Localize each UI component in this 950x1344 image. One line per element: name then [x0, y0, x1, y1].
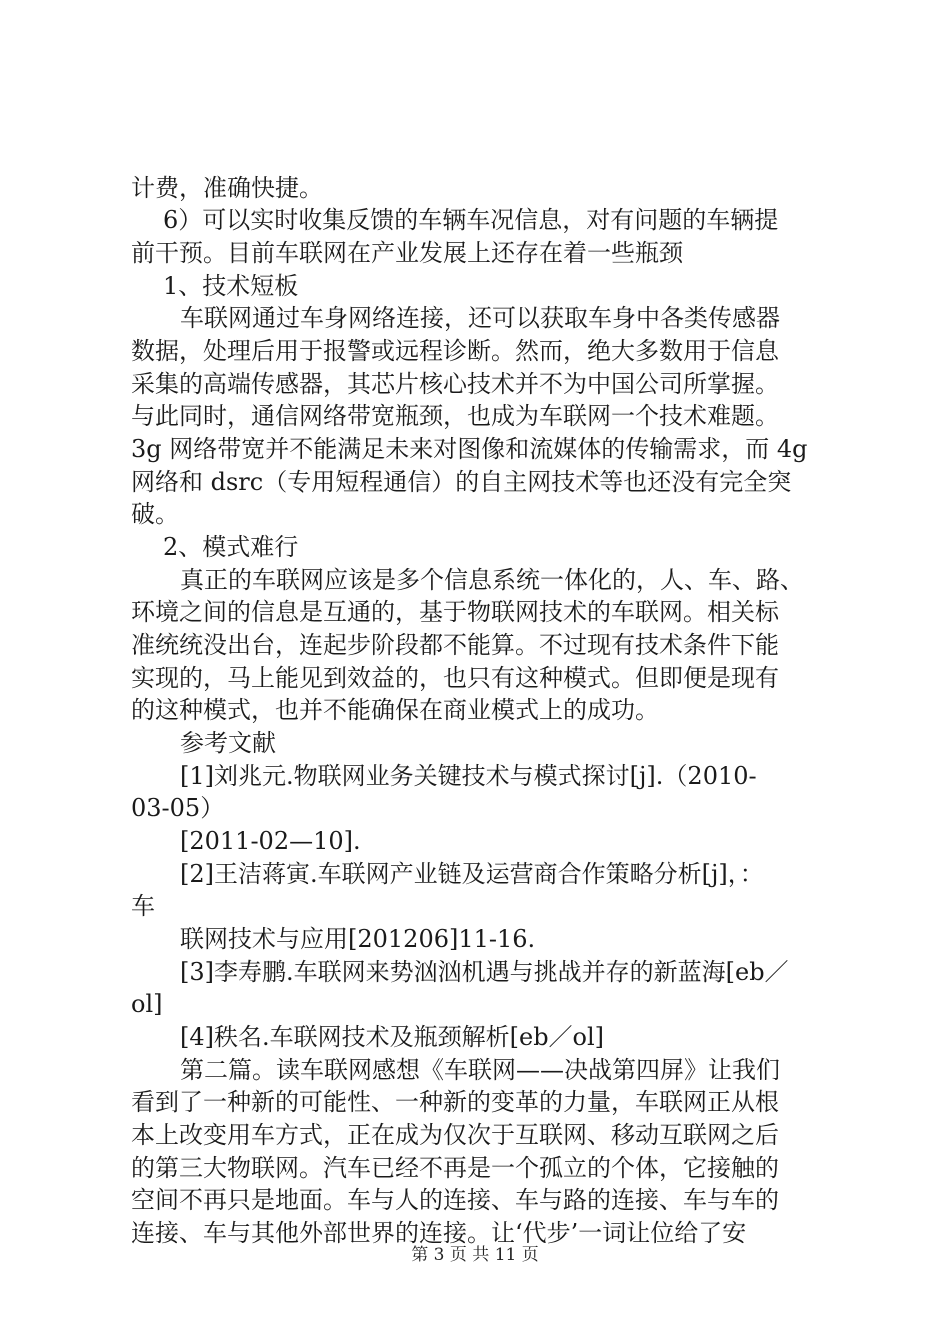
body-line: 6）可以实时收集反馈的车辆车况信息，对有问题的车辆提 [163, 206, 779, 234]
body-line: 的第三大物联网。汽车已经不再是一个孤立的个体，它接触的 [131, 1154, 779, 1182]
section-heading: 1、技术短板 [163, 272, 299, 300]
reference-line: 联网技术与应用[201206]11-16. [180, 925, 536, 953]
reference-line: 车 [131, 892, 155, 920]
body-line: 真正的车联网应该是多个信息系统一体化的，人、车、路、 [180, 566, 804, 594]
section-heading: 2、模式难行 [163, 533, 299, 561]
body-line: 连接、车与其他外部世界的连接。让‘代步’一词让位给了安 [131, 1219, 747, 1247]
body-line: 本上改变用车方式，正在成为仅次于互联网、移动互联网之后 [131, 1121, 779, 1149]
body-line: 车联网通过车身网络连接，还可以获取车身中各类传感器 [180, 304, 780, 332]
body-line: 准统统没出台，连起步阶段都不能算。不过现有技术条件下能 [131, 631, 779, 659]
body-line: 前干预。目前车联网在产业发展上还存在着一些瓶颈 [131, 239, 683, 267]
body-line: 3g 网络带宽并不能满足未来对图像和流媒体的传输需求，而 4g [131, 435, 808, 463]
body-line: 采集的高端传感器，其芯片核心技术并不为中国公司所掌握。 [131, 370, 779, 398]
references-heading: 参考文献 [180, 729, 276, 757]
body-line: 环境之间的信息是互通的，基于物联网技术的车联网。相关标 [131, 598, 779, 626]
body-line: 数据，处理后用于报警或远程诊断。然而，绝大多数用于信息 [131, 337, 779, 365]
body-line: 实现的，马上能见到效益的，也只有这种模式。但即便是现有 [131, 664, 779, 692]
reference-line: [2011-02—10]. [180, 827, 361, 855]
body-line: 破。 [131, 500, 179, 528]
reference-line: ol] [131, 990, 163, 1018]
reference-line: [2]王洁蒋寅.车联网产业链及运营商合作策略分析[j]，： [180, 860, 764, 888]
reference-line: [1]刘兆元.物联网业务关键技术与模式探讨[j].（2010- [180, 762, 757, 790]
body-line: 看到了一种新的可能性、一种新的变革的力量，车联网正从根 [131, 1088, 779, 1116]
body-line: 计费，准确快捷。 [131, 174, 323, 202]
page-number-footer: 第 3 页 共 11 页 [411, 1245, 539, 1265]
reference-line: [4]秩名.车联网技术及瓶颈解析[eb／ol] [180, 1023, 605, 1051]
reference-line: 03-05） [131, 794, 225, 822]
reference-line: [3]李寿鹏.车联网来势汹汹机遇与挑战并存的新蓝海[eb／ [180, 958, 789, 986]
body-line: 第二篇。读车联网感想《车联网——决战第四屏》让我们 [180, 1056, 780, 1084]
body-line: 空间不再只是地面。车与人的连接、车与路的连接、车与车的 [131, 1186, 779, 1214]
body-line: 与此同时，通信网络带宽瓶颈，也成为车联网一个技术难题。 [131, 402, 779, 430]
body-line: 网络和 dsrc（专用短程通信）的自主网技术等也还没有完全突 [131, 468, 792, 496]
body-line: 的这种模式，也并不能确保在商业模式上的成功。 [131, 696, 659, 724]
